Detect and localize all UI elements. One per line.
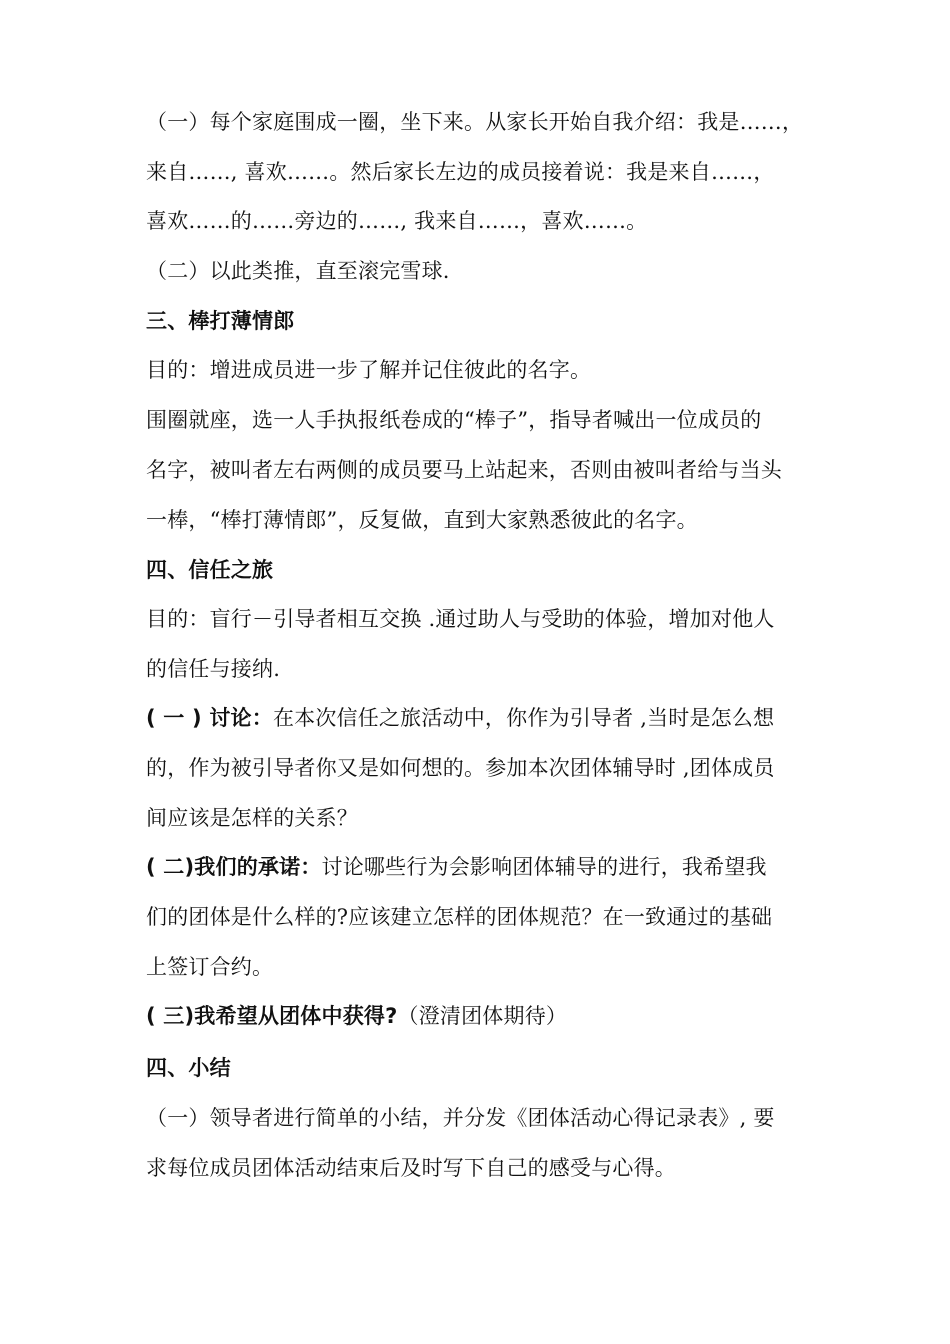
paragraph-line: 名字，被叫者左右两侧的成员要马上站起来，否则由被叫者给与当头	[146, 458, 782, 482]
paragraph-line: 喜欢……的……旁边的……, 我来自……，喜欢……。	[146, 209, 648, 233]
item-lead: ( 一 ) 讨论：	[146, 706, 273, 730]
section-heading: 四、小结	[146, 1056, 231, 1080]
paragraph-line	[146, 852, 826, 882]
item-lead: ( 二)我们的承诺：	[146, 855, 322, 879]
section-heading: 三、棒打薄情郎	[146, 309, 295, 333]
paragraph-line: 目的：增进成员进一步了解并记住彼此的名字。	[146, 358, 592, 382]
paragraph-line: 目的：盲行－引导者相互交换 .通过助人与受助的体验，增加对他人	[146, 607, 775, 631]
paragraph-line: 来自……, 喜欢……。然后家长左边的成员接着说：我是来自……，	[146, 160, 775, 184]
section-heading: 四、信任之旅	[146, 558, 274, 582]
paragraph-line: 上签订合约。	[146, 955, 274, 979]
paragraph-line: 围圈就座，选一人手执报纸卷成的“棒子”，指导者喊出一位成员的	[146, 408, 762, 432]
paragraph-line: 的，作为被引导者你又是如何想的。参加本次团体辅导时 ,团体成员	[146, 756, 775, 780]
paragraph-line: 的信任与接纳.	[146, 657, 281, 681]
paragraph-line: （二）以此类推，直至滚完雪球.	[146, 259, 450, 283]
item-lead: ( 三)我希望从团体中获得?	[146, 1004, 398, 1028]
paragraph-line: 们的团体是什么样的?应该建立怎样的团体规范？在一致通过的基础	[146, 905, 773, 929]
paragraph-line: 间应该是怎样的关系？	[146, 806, 358, 830]
paragraph-line: 一棒，“棒打薄情郎”，反复做，直到大家熟悉彼此的名字。	[146, 508, 698, 532]
paragraph-line: （一）每个家庭围成一圈，坐下来。从家长开始自我介绍：我是……，	[146, 110, 804, 134]
item-text: 在本次信任之旅活动中，你作为引导者 ,当时是怎么想	[272, 706, 775, 730]
item-text: 讨论哪些行为会影响团体辅导的进行，我希望我	[321, 855, 767, 879]
paragraph-line	[146, 1001, 826, 1031]
paragraph-line: （一）领导者进行简单的小结，并分发《团体活动心得记录表》, 要	[146, 1106, 775, 1130]
paragraph-line: 求每位成员团体活动结束后及时写下自己的感受与心得。	[146, 1156, 676, 1180]
item-text: （澄清团体期待）	[397, 1004, 568, 1028]
paragraph-line	[146, 703, 826, 733]
